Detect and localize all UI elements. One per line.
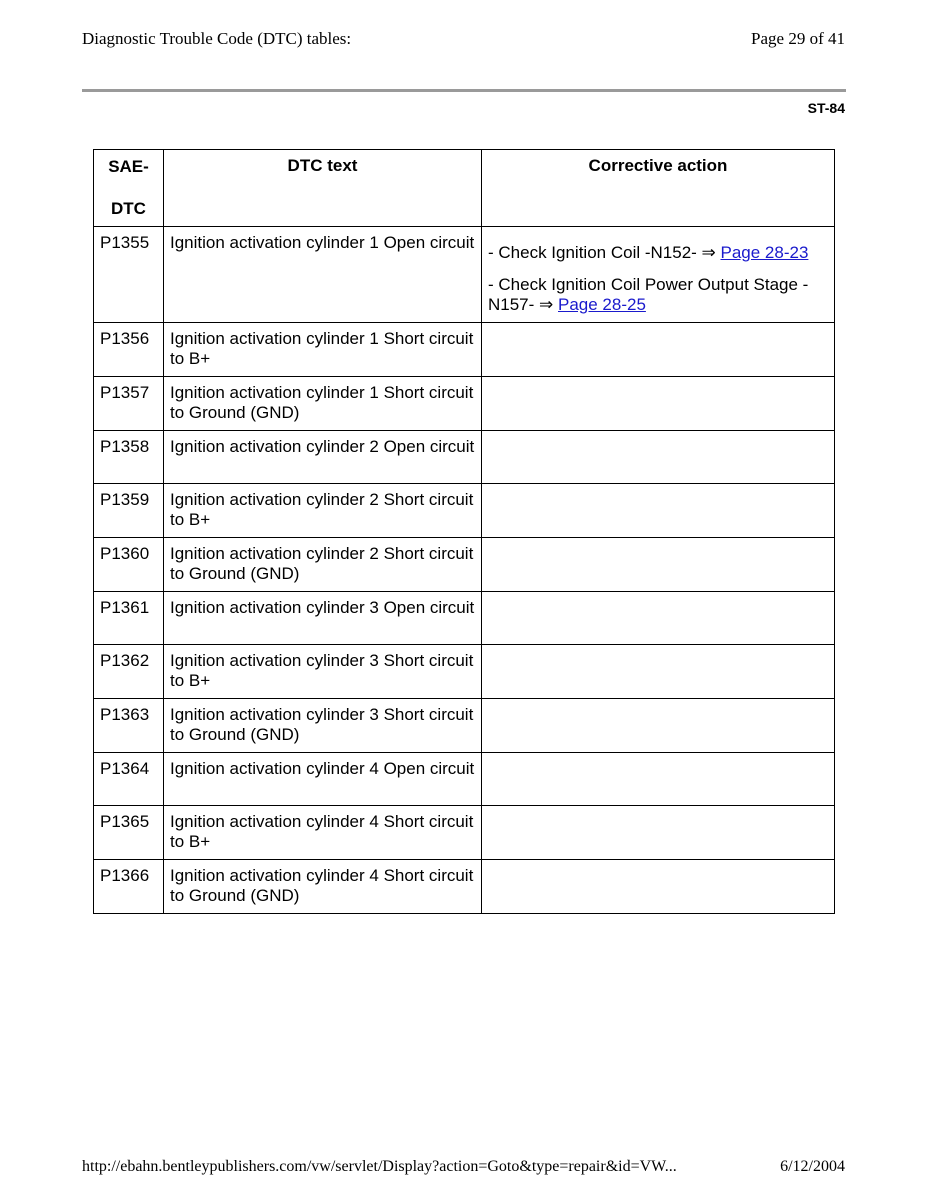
corrective-action-cell bbox=[482, 323, 835, 377]
table-row bbox=[94, 377, 835, 431]
table-row bbox=[94, 227, 835, 323]
page-link[interactable]: Page 28-23 bbox=[720, 243, 809, 262]
dtc-code-cell: P1366 bbox=[94, 860, 164, 914]
dtc-code-cell: P1357 bbox=[94, 377, 164, 431]
table-row bbox=[94, 860, 835, 914]
dtc-text-cell: Ignition activation cylinder 2 Short circuit to Ground (GND) bbox=[164, 538, 482, 592]
page-header-title: Diagnostic Trouble Code (DTC) tables: bbox=[82, 29, 352, 48]
section-code: ST-84 bbox=[807, 100, 845, 116]
header-divider bbox=[82, 89, 846, 92]
dtc-text-cell: Ignition activation cylinder 1 Short circuit to B+ bbox=[164, 323, 482, 377]
dtc-text-cell: Ignition activation cylinder 4 Short circuit to B+ bbox=[164, 806, 482, 860]
footer-date: 6/12/2004 bbox=[780, 1158, 845, 1175]
dtc-text-cell: Ignition activation cylinder 4 Short circuit to Ground (GND) bbox=[164, 860, 482, 914]
dtc-code-cell: P1364 bbox=[94, 753, 164, 806]
corrective-action-step bbox=[488, 243, 828, 263]
corrective-action-text: - Check Ignition Coil -N152- ⇒ bbox=[488, 243, 721, 262]
corrective-action-cell bbox=[482, 227, 835, 323]
corrective-action-cell bbox=[482, 431, 835, 484]
dtc-code-cell: P1362 bbox=[94, 645, 164, 699]
table-row bbox=[94, 753, 835, 806]
table-row bbox=[94, 699, 835, 753]
dtc-code-cell: P1365 bbox=[94, 806, 164, 860]
table-row bbox=[94, 538, 835, 592]
column-header-code-line1: SAE- bbox=[108, 157, 149, 176]
dtc-code-cell: P1363 bbox=[94, 699, 164, 753]
corrective-action-cell bbox=[482, 377, 835, 431]
column-header-action: Corrective action bbox=[482, 150, 835, 227]
dtc-text-cell: Ignition activation cylinder 2 Open circuit bbox=[164, 431, 482, 484]
corrective-action-text: - Check Ignition Coil Power Output Stage -N157- ⇒ bbox=[488, 275, 809, 314]
dtc-text-cell: Ignition activation cylinder 2 Short circuit to B+ bbox=[164, 484, 482, 538]
table-row bbox=[94, 323, 835, 377]
dtc-text-cell: Ignition activation cylinder 1 Short circuit to Ground (GND) bbox=[164, 377, 482, 431]
dtc-code-cell: P1360 bbox=[94, 538, 164, 592]
column-header-code bbox=[94, 150, 164, 227]
table-row bbox=[94, 592, 835, 645]
page-link[interactable]: Page 28-25 bbox=[558, 295, 646, 314]
corrective-action-cell bbox=[482, 592, 835, 645]
table-header-row bbox=[94, 150, 835, 227]
column-header-code-line2: DTC bbox=[111, 199, 146, 218]
dtc-text-cell: Ignition activation cylinder 3 Short circuit to B+ bbox=[164, 645, 482, 699]
dtc-table bbox=[93, 149, 835, 914]
footer-url: http://ebahn.bentleypublishers.com/vw/servlet/Display?action=Goto&type=repair&id=VW... bbox=[82, 1158, 677, 1175]
table-row bbox=[94, 431, 835, 484]
page-number: Page 29 of 41 bbox=[751, 29, 845, 48]
dtc-code-cell: P1359 bbox=[94, 484, 164, 538]
table-body bbox=[94, 227, 835, 914]
dtc-text-cell: Ignition activation cylinder 3 Short circuit to Ground (GND) bbox=[164, 699, 482, 753]
table-row bbox=[94, 484, 835, 538]
table-row bbox=[94, 645, 835, 699]
corrective-action-cell bbox=[482, 484, 835, 538]
corrective-action-cell bbox=[482, 645, 835, 699]
corrective-action-step bbox=[488, 275, 828, 315]
dtc-text-cell: Ignition activation cylinder 4 Open circuit bbox=[164, 753, 482, 806]
table-row bbox=[94, 806, 835, 860]
dtc-code-cell: P1355 bbox=[94, 227, 164, 323]
corrective-action-cell bbox=[482, 753, 835, 806]
dtc-text-cell: Ignition activation cylinder 1 Open circuit bbox=[164, 227, 482, 323]
dtc-code-cell: P1358 bbox=[94, 431, 164, 484]
dtc-text-cell: Ignition activation cylinder 3 Open circuit bbox=[164, 592, 482, 645]
corrective-action-cell bbox=[482, 806, 835, 860]
column-header-text: DTC text bbox=[164, 150, 482, 227]
corrective-action-cell bbox=[482, 860, 835, 914]
corrective-action-cell bbox=[482, 538, 835, 592]
dtc-code-cell: P1356 bbox=[94, 323, 164, 377]
dtc-code-cell: P1361 bbox=[94, 592, 164, 645]
corrective-action-cell bbox=[482, 699, 835, 753]
